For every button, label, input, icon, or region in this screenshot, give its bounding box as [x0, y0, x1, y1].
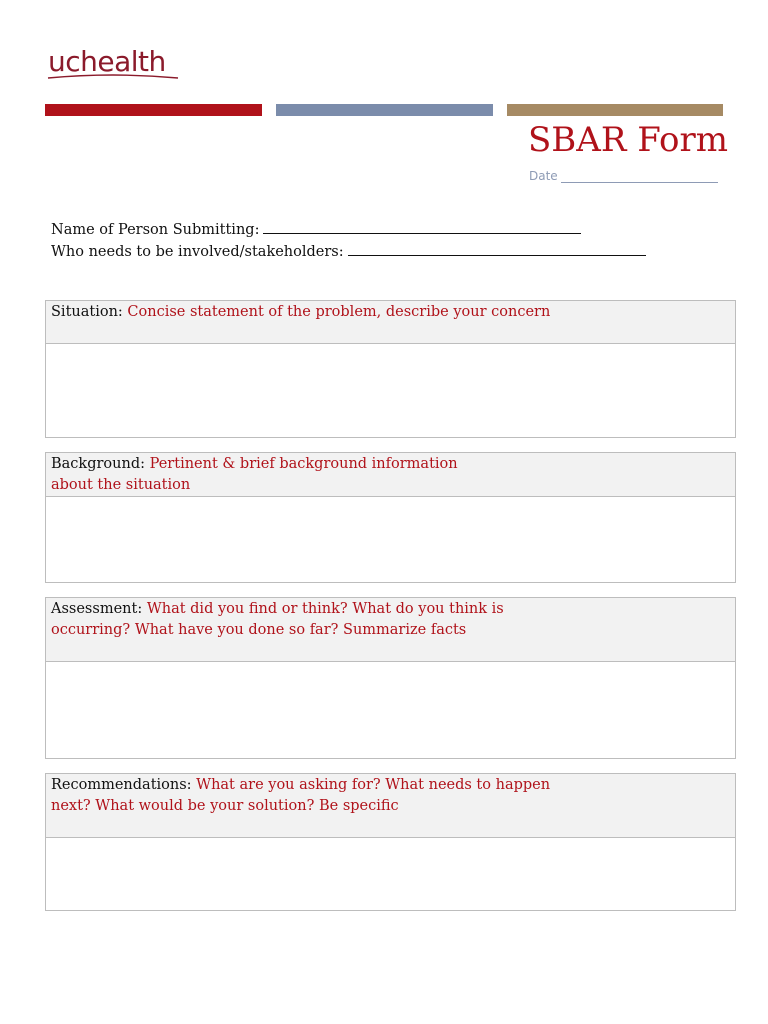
recommendations-section: [45, 773, 736, 911]
date-field[interactable]: [529, 169, 718, 183]
stakeholders-field[interactable]: [51, 241, 646, 262]
assessment-section: [45, 597, 736, 759]
submitter-field[interactable]: [51, 219, 581, 240]
recommendations-description-line1: What are you asking for? What needs to happen: [196, 777, 551, 793]
situation-input-area[interactable]: [46, 344, 735, 437]
assessment-input-area[interactable]: [46, 662, 735, 758]
background-description-line2: about the situation: [51, 477, 191, 493]
situation-section: [45, 300, 736, 438]
background-input-area[interactable]: [46, 497, 735, 582]
submitter-blank[interactable]: [263, 219, 581, 234]
stakeholders-blank[interactable]: [348, 241, 646, 256]
situation-label: Situation: [51, 304, 118, 320]
recommendations-input-area[interactable]: [46, 838, 735, 910]
recommendations-label: Recommendations: [51, 777, 187, 793]
background-description-line1: Pertinent & brief background information: [149, 456, 458, 472]
date-blank[interactable]: [561, 170, 718, 183]
logo-text: uchealth: [48, 45, 166, 78]
background-header: Background: Pertinent & brief background information about the situation: [46, 453, 735, 497]
date-label: Date: [529, 169, 558, 183]
assessment-header: Assessment: What did you find or think? What do you think is occurring? What have you done so far? Summarize facts: [46, 598, 735, 662]
situation-description: Concise statement of the problem, describe your concern: [127, 304, 551, 320]
situation-header: Situation: Concise statement of the problem, describe your concern: [46, 301, 735, 344]
background-label: Background: [51, 456, 141, 472]
tan-accent-bar: [507, 104, 723, 116]
assessment-label: Assessment: [51, 601, 138, 617]
recommendations-header: Recommendations: What are you asking for? What needs to happen next? What would be your solution? Be specific: [46, 774, 735, 838]
stakeholders-label: Who needs to be involved/stakeholders:: [51, 244, 344, 260]
blue-accent-bar: [276, 104, 493, 116]
form-title: SBAR Form: [528, 120, 728, 160]
submitter-label: Name of Person Submitting:: [51, 222, 260, 238]
assessment-description-line2: occurring? What have you done so far? Summarize facts: [51, 622, 467, 638]
assessment-description-line1: What did you find or think? What do you think is: [146, 601, 504, 617]
background-section: [45, 452, 736, 583]
recommendations-description-line2: next? What would be your solution? Be specific: [51, 798, 399, 814]
logo-swoosh: [46, 72, 180, 80]
red-accent-bar: [45, 104, 262, 116]
